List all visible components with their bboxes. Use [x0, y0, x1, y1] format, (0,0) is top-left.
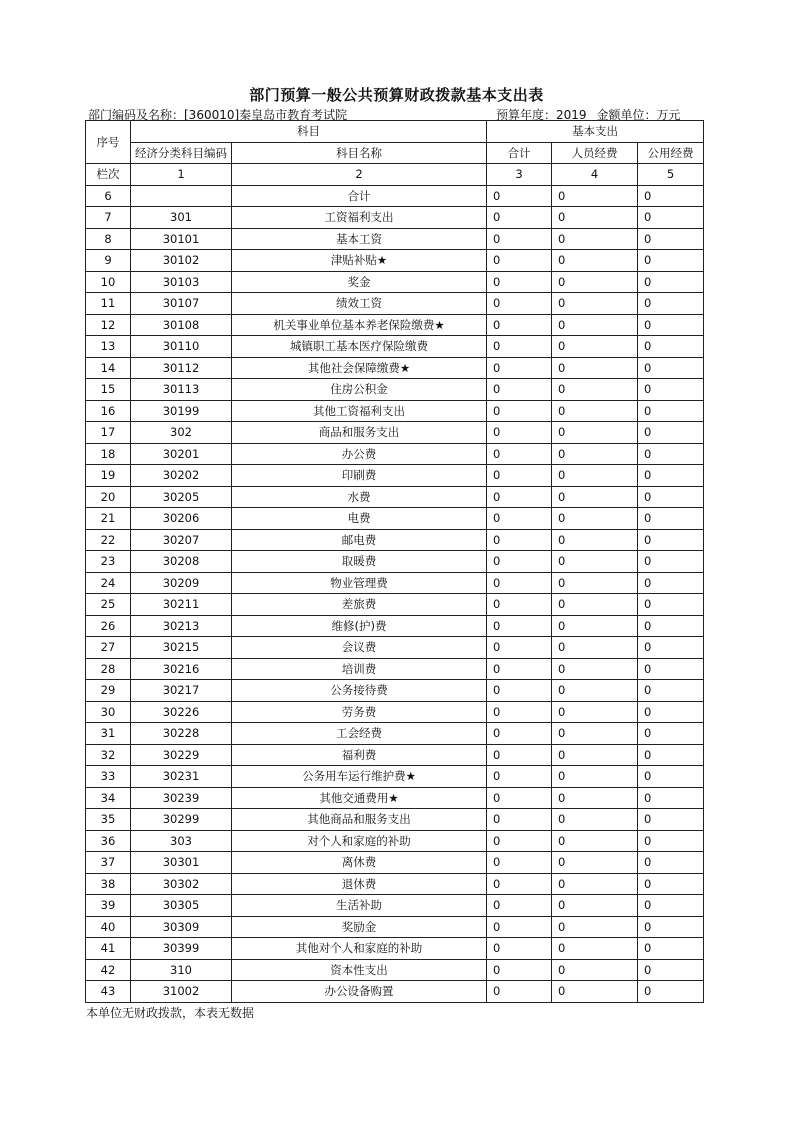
- row-econ-code: 30107: [131, 293, 232, 315]
- row-seq: 30: [86, 701, 131, 723]
- row-public: 0: [638, 271, 704, 293]
- row-econ-code: 30301: [131, 852, 232, 874]
- row-econ-code: 30108: [131, 314, 232, 336]
- row-econ-code: 30199: [131, 400, 232, 422]
- table-row: [86, 357, 704, 379]
- row-personnel: 0: [552, 916, 638, 938]
- row-econ-code: 30228: [131, 723, 232, 745]
- row-econ-code: 30217: [131, 680, 232, 702]
- header-total: 合计: [487, 142, 552, 164]
- row-econ-code: 30202: [131, 465, 232, 487]
- table-row: [86, 637, 704, 659]
- row-personnel: 0: [552, 250, 638, 272]
- row-seq: 17: [86, 422, 131, 444]
- row-total: 0: [487, 357, 552, 379]
- row-personnel: 0: [552, 787, 638, 809]
- row-subject-name: 对个人和家庭的补助: [232, 830, 487, 852]
- row-seq: 42: [86, 959, 131, 981]
- row-total: 0: [487, 766, 552, 788]
- row-public: 0: [638, 551, 704, 573]
- row-seq: 16: [86, 400, 131, 422]
- row-total: 0: [487, 529, 552, 551]
- row-total: 0: [487, 873, 552, 895]
- header-econ-code: 经济分类科目编码: [131, 142, 232, 164]
- row-total: 0: [487, 787, 552, 809]
- row-public: 0: [638, 830, 704, 852]
- row-personnel: 0: [552, 723, 638, 745]
- row-econ-code: 303: [131, 830, 232, 852]
- row-seq: 18: [86, 443, 131, 465]
- row-public: 0: [638, 852, 704, 874]
- table-row: [86, 615, 704, 637]
- row-total: 0: [487, 895, 552, 917]
- table-row: [86, 250, 704, 272]
- row-public: 0: [638, 572, 704, 594]
- row-subject-name: 机关事业单位基本养老保险缴费★: [232, 314, 487, 336]
- row-subject-name: 会议费: [232, 637, 487, 659]
- table-row: [86, 271, 704, 293]
- table-row: [86, 529, 704, 551]
- row-personnel: 0: [552, 658, 638, 680]
- header-row-2: [86, 142, 704, 164]
- row-seq: 29: [86, 680, 131, 702]
- row-subject-name: 生活补助: [232, 895, 487, 917]
- row-public: 0: [638, 981, 704, 1003]
- row-public: 0: [638, 400, 704, 422]
- row-public: 0: [638, 357, 704, 379]
- col-index-label: 栏次: [86, 164, 131, 186]
- row-total: 0: [487, 508, 552, 530]
- row-econ-code: 30305: [131, 895, 232, 917]
- table-row: [86, 916, 704, 938]
- row-public: 0: [638, 443, 704, 465]
- row-subject-name: 其他商品和服务支出: [232, 809, 487, 831]
- row-public: 0: [638, 723, 704, 745]
- row-subject-name: 奖金: [232, 271, 487, 293]
- table-row: [86, 207, 704, 229]
- table-row: [86, 185, 704, 207]
- row-public: 0: [638, 809, 704, 831]
- row-personnel: 0: [552, 572, 638, 594]
- row-total: 0: [487, 250, 552, 272]
- row-personnel: 0: [552, 357, 638, 379]
- row-econ-code: 30101: [131, 228, 232, 250]
- row-personnel: 0: [552, 680, 638, 702]
- row-total: 0: [487, 465, 552, 487]
- table-row: [86, 809, 704, 831]
- row-subject-name: 其他交通费用★: [232, 787, 487, 809]
- row-econ-code: 30206: [131, 508, 232, 530]
- row-total: 0: [487, 400, 552, 422]
- table-row: [86, 959, 704, 981]
- amount-unit-label: 金额单位：万元: [596, 108, 681, 122]
- row-personnel: 0: [552, 465, 638, 487]
- table-row: [86, 873, 704, 895]
- row-personnel: 0: [552, 744, 638, 766]
- row-personnel: 0: [552, 336, 638, 358]
- row-seq: 32: [86, 744, 131, 766]
- table-row: [86, 572, 704, 594]
- row-total: 0: [487, 271, 552, 293]
- row-econ-code: 30299: [131, 809, 232, 831]
- col-index: 2: [232, 164, 487, 186]
- row-total: 0: [487, 422, 552, 444]
- row-personnel: 0: [552, 615, 638, 637]
- col-index: 4: [552, 164, 638, 186]
- row-personnel: 0: [552, 830, 638, 852]
- row-public: 0: [638, 787, 704, 809]
- header-row-1: [86, 121, 704, 143]
- row-subject-name: 工资福利支出: [232, 207, 487, 229]
- table-row: [86, 400, 704, 422]
- row-total: 0: [487, 615, 552, 637]
- row-total: 0: [487, 744, 552, 766]
- row-seq: 8: [86, 228, 131, 250]
- budget-year-label: 预算年度：2019: [496, 108, 587, 122]
- row-total: 0: [487, 486, 552, 508]
- row-econ-code: 30399: [131, 938, 232, 960]
- row-subject-name: 住房公积金: [232, 379, 487, 401]
- table-body: [86, 185, 704, 1002]
- row-public: 0: [638, 938, 704, 960]
- row-total: 0: [487, 959, 552, 981]
- table-row: [86, 551, 704, 573]
- expense-table: [85, 120, 704, 1003]
- table-row: [86, 228, 704, 250]
- row-subject-name: 退休费: [232, 873, 487, 895]
- table-row: [86, 766, 704, 788]
- row-total: 0: [487, 852, 552, 874]
- header-col-index-row: [86, 164, 704, 186]
- row-subject-name: 办公费: [232, 443, 487, 465]
- row-seq: 36: [86, 830, 131, 852]
- table-row: [86, 787, 704, 809]
- row-total: 0: [487, 293, 552, 315]
- row-seq: 40: [86, 916, 131, 938]
- row-total: 0: [487, 916, 552, 938]
- row-total: 0: [487, 594, 552, 616]
- table-row: [86, 314, 704, 336]
- department-label: 部门编码及名称：[360010]秦皇岛市教育考试院: [88, 108, 348, 122]
- row-subject-name: 培训费: [232, 658, 487, 680]
- row-personnel: 0: [552, 594, 638, 616]
- row-personnel: 0: [552, 486, 638, 508]
- col-index: 1: [131, 164, 232, 186]
- row-econ-code: 30113: [131, 379, 232, 401]
- row-seq: 12: [86, 314, 131, 336]
- row-public: 0: [638, 228, 704, 250]
- row-subject-name: 离休费: [232, 852, 487, 874]
- row-seq: 7: [86, 207, 131, 229]
- row-personnel: 0: [552, 379, 638, 401]
- table-row: [86, 658, 704, 680]
- row-econ-code: 30216: [131, 658, 232, 680]
- row-subject-name: 物业管理费: [232, 572, 487, 594]
- table-row: [86, 422, 704, 444]
- row-subject-name: 奖励金: [232, 916, 487, 938]
- col-index: 5: [638, 164, 704, 186]
- table-row: [86, 486, 704, 508]
- row-total: 0: [487, 314, 552, 336]
- row-seq: 26: [86, 615, 131, 637]
- row-total: 0: [487, 551, 552, 573]
- row-subject-name: 资本性支出: [232, 959, 487, 981]
- row-public: 0: [638, 185, 704, 207]
- row-subject-name: 基本工资: [232, 228, 487, 250]
- row-subject-name: 维修(护)费: [232, 615, 487, 637]
- table-row: [86, 701, 704, 723]
- row-personnel: 0: [552, 766, 638, 788]
- table-row: [86, 895, 704, 917]
- header-seq: 序号: [86, 121, 131, 164]
- table-row: [86, 379, 704, 401]
- row-total: 0: [487, 379, 552, 401]
- row-seq: 20: [86, 486, 131, 508]
- row-seq: 6: [86, 185, 131, 207]
- row-public: 0: [638, 873, 704, 895]
- row-seq: 31: [86, 723, 131, 745]
- row-public: 0: [638, 637, 704, 659]
- row-econ-code: 30302: [131, 873, 232, 895]
- row-public: 0: [638, 486, 704, 508]
- table-row: [86, 293, 704, 315]
- table-row: [86, 723, 704, 745]
- row-public: 0: [638, 594, 704, 616]
- row-econ-code: 30112: [131, 357, 232, 379]
- row-total: 0: [487, 228, 552, 250]
- row-subject-name: 其他工资福利支出: [232, 400, 487, 422]
- table-row: [86, 508, 704, 530]
- row-econ-code: 31002: [131, 981, 232, 1003]
- row-seq: 11: [86, 293, 131, 315]
- row-seq: 23: [86, 551, 131, 573]
- table-row: [86, 830, 704, 852]
- row-total: 0: [487, 701, 552, 723]
- row-seq: 10: [86, 271, 131, 293]
- row-public: 0: [638, 207, 704, 229]
- row-personnel: 0: [552, 508, 638, 530]
- row-econ-code: 30229: [131, 744, 232, 766]
- header-subject-name: 科目名称: [232, 142, 487, 164]
- page-title: 部门预算一般公共预算财政拨款基本支出表: [249, 86, 544, 104]
- row-total: 0: [487, 336, 552, 358]
- row-seq: 43: [86, 981, 131, 1003]
- row-personnel: 0: [552, 293, 638, 315]
- row-econ-code: 30231: [131, 766, 232, 788]
- row-seq: 25: [86, 594, 131, 616]
- row-public: 0: [638, 314, 704, 336]
- row-econ-code: 30102: [131, 250, 232, 272]
- row-public: 0: [638, 615, 704, 637]
- row-total: 0: [487, 680, 552, 702]
- row-personnel: 0: [552, 551, 638, 573]
- row-seq: 37: [86, 852, 131, 874]
- row-subject-name: 电费: [232, 508, 487, 530]
- row-personnel: 0: [552, 422, 638, 444]
- row-seq: 41: [86, 938, 131, 960]
- row-total: 0: [487, 637, 552, 659]
- row-subject-name: 福利费: [232, 744, 487, 766]
- row-econ-code: 30110: [131, 336, 232, 358]
- row-public: 0: [638, 529, 704, 551]
- table-row: [86, 744, 704, 766]
- row-total: 0: [487, 207, 552, 229]
- row-econ-code: 310: [131, 959, 232, 981]
- row-personnel: 0: [552, 873, 638, 895]
- row-seq: 28: [86, 658, 131, 680]
- row-total: 0: [487, 830, 552, 852]
- row-subject-name: 城镇职工基本医疗保险缴费: [232, 336, 487, 358]
- row-econ-code: 302: [131, 422, 232, 444]
- row-personnel: 0: [552, 207, 638, 229]
- row-seq: 39: [86, 895, 131, 917]
- row-subject-name: 劳务费: [232, 701, 487, 723]
- row-public: 0: [638, 379, 704, 401]
- row-subject-name: 合计: [232, 185, 487, 207]
- table-row: [86, 680, 704, 702]
- row-total: 0: [487, 938, 552, 960]
- row-total: 0: [487, 572, 552, 594]
- row-subject-name: 公务接待费: [232, 680, 487, 702]
- row-subject-name: 公务用车运行维护费★: [232, 766, 487, 788]
- table-row: [86, 852, 704, 874]
- row-total: 0: [487, 443, 552, 465]
- row-personnel: 0: [552, 959, 638, 981]
- row-seq: 35: [86, 809, 131, 831]
- row-total: 0: [487, 185, 552, 207]
- header-public: 公用经费: [638, 142, 704, 164]
- row-subject-name: 邮电费: [232, 529, 487, 551]
- row-personnel: 0: [552, 938, 638, 960]
- row-econ-code: 30215: [131, 637, 232, 659]
- row-personnel: 0: [552, 185, 638, 207]
- row-seq: 14: [86, 357, 131, 379]
- row-public: 0: [638, 680, 704, 702]
- footnote: 本单位无财政拨款，本表无数据: [86, 1006, 255, 1020]
- row-public: 0: [638, 744, 704, 766]
- row-subject-name: 水费: [232, 486, 487, 508]
- row-public: 0: [638, 959, 704, 981]
- row-personnel: 0: [552, 637, 638, 659]
- row-personnel: 0: [552, 981, 638, 1003]
- row-personnel: 0: [552, 271, 638, 293]
- row-subject-name: 取暖费: [232, 551, 487, 573]
- row-seq: 19: [86, 465, 131, 487]
- row-total: 0: [487, 981, 552, 1003]
- row-public: 0: [638, 336, 704, 358]
- row-econ-code: 30226: [131, 701, 232, 723]
- row-econ-code: 30239: [131, 787, 232, 809]
- row-public: 0: [638, 658, 704, 680]
- row-seq: 24: [86, 572, 131, 594]
- row-econ-code: 30205: [131, 486, 232, 508]
- row-seq: 13: [86, 336, 131, 358]
- row-public: 0: [638, 465, 704, 487]
- row-personnel: 0: [552, 895, 638, 917]
- row-public: 0: [638, 293, 704, 315]
- table-row: [86, 465, 704, 487]
- row-seq: 33: [86, 766, 131, 788]
- header-subject: 科目: [131, 121, 487, 143]
- row-seq: 9: [86, 250, 131, 272]
- row-seq: 34: [86, 787, 131, 809]
- row-total: 0: [487, 658, 552, 680]
- row-seq: 38: [86, 873, 131, 895]
- row-public: 0: [638, 916, 704, 938]
- row-personnel: 0: [552, 529, 638, 551]
- row-subject-name: 印刷费: [232, 465, 487, 487]
- row-subject-name: 津贴补贴★: [232, 250, 487, 272]
- row-subject-name: 工会经费: [232, 723, 487, 745]
- row-econ-code: 30208: [131, 551, 232, 573]
- row-econ-code: 30207: [131, 529, 232, 551]
- row-subject-name: 绩效工资: [232, 293, 487, 315]
- row-personnel: 0: [552, 443, 638, 465]
- row-personnel: 0: [552, 852, 638, 874]
- row-seq: 27: [86, 637, 131, 659]
- row-public: 0: [638, 895, 704, 917]
- table-row: [86, 594, 704, 616]
- row-subject-name: 办公设备购置: [232, 981, 487, 1003]
- row-econ-code: 30103: [131, 271, 232, 293]
- col-index: 3: [487, 164, 552, 186]
- row-subject-name: 差旅费: [232, 594, 487, 616]
- row-econ-code: 30201: [131, 443, 232, 465]
- row-seq: 22: [86, 529, 131, 551]
- table-row: [86, 938, 704, 960]
- row-public: 0: [638, 766, 704, 788]
- row-econ-code: [131, 185, 232, 207]
- row-econ-code: 30211: [131, 594, 232, 616]
- row-public: 0: [638, 250, 704, 272]
- row-econ-code: 30213: [131, 615, 232, 637]
- row-seq: 21: [86, 508, 131, 530]
- row-subject-name: 商品和服务支出: [232, 422, 487, 444]
- row-seq: 15: [86, 379, 131, 401]
- row-personnel: 0: [552, 701, 638, 723]
- row-econ-code: 30309: [131, 916, 232, 938]
- table-row: [86, 981, 704, 1003]
- row-econ-code: 30209: [131, 572, 232, 594]
- table-row: [86, 443, 704, 465]
- row-subject-name: 其他对个人和家庭的补助: [232, 938, 487, 960]
- row-econ-code: 301: [131, 207, 232, 229]
- row-public: 0: [638, 422, 704, 444]
- row-subject-name: 其他社会保障缴费★: [232, 357, 487, 379]
- row-public: 0: [638, 508, 704, 530]
- row-personnel: 0: [552, 400, 638, 422]
- row-public: 0: [638, 701, 704, 723]
- row-personnel: 0: [552, 809, 638, 831]
- row-personnel: 0: [552, 228, 638, 250]
- table-row: [86, 336, 704, 358]
- row-total: 0: [487, 723, 552, 745]
- header-basic-expense: 基本支出: [487, 121, 704, 143]
- row-total: 0: [487, 809, 552, 831]
- row-personnel: 0: [552, 314, 638, 336]
- header-personnel: 人员经费: [552, 142, 638, 164]
